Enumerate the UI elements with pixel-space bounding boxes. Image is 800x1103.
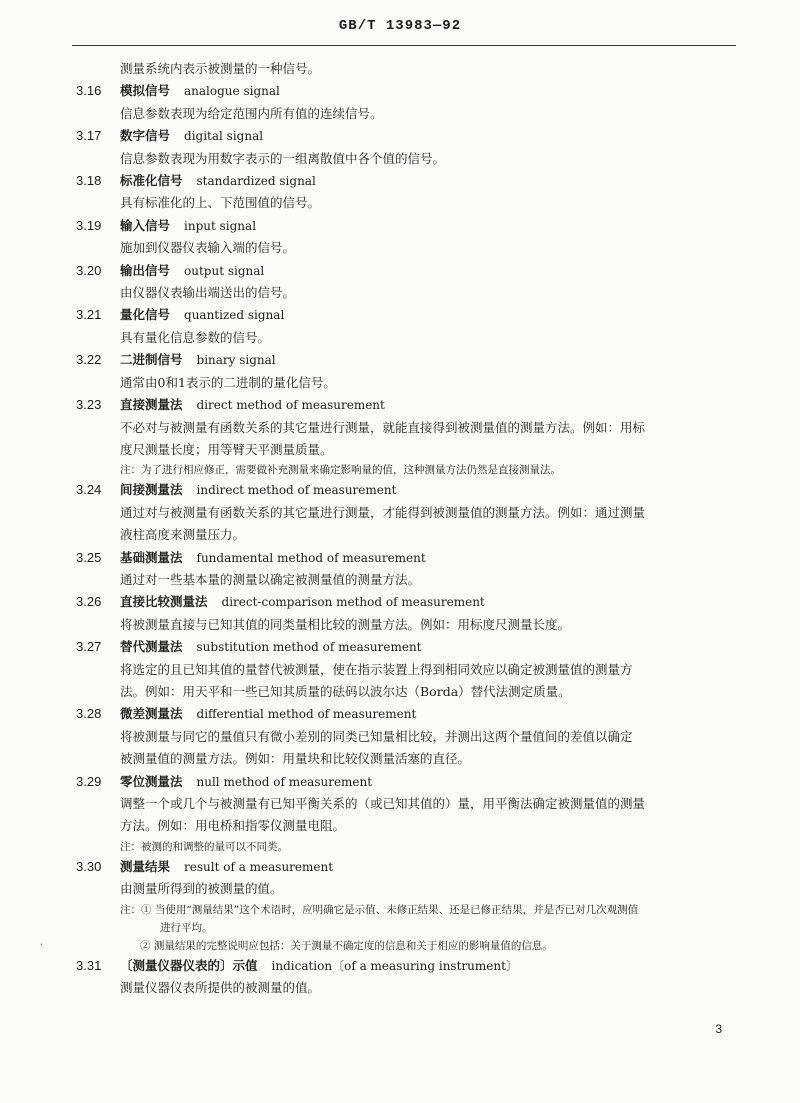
term-heading	[76, 636, 736, 658]
term-chinese: 直接比较测量法	[120, 594, 208, 610]
term-heading	[76, 547, 736, 569]
result-note-1: 注：① 当使用“测量结果”这个术语时，应明确它是示值、未修正结果、还是已修正结果，并是否已对几次观测值	[120, 903, 639, 916]
term-definition: 调整一个或几个与被测量有已知平衡关系的（或已知其值的）量，用平衡法确定被测量值的测量	[120, 796, 646, 811]
term-definition: 度尺测量长度；用等臂天平测量质量。	[120, 441, 333, 457]
term-definition: 不必对与被测量有函数关系的其它量进行测量，就能直接得到被测量值的测量方法。例如：用标	[120, 419, 646, 435]
term-heading	[76, 304, 736, 326]
term-definition: 通过对与被测量有函数关系的其它量进行测量，才能得到被测量值的测量方法。例如：通过测量	[120, 504, 646, 520]
term-chinese: 二进制信号	[120, 352, 183, 368]
term-heading	[76, 215, 736, 237]
term-definition: 施加到仪器仪表输入端的信号。	[120, 240, 296, 256]
term-english: fundamental method of measurement	[196, 550, 426, 565]
term-number: 3.18	[76, 173, 102, 189]
term-heading	[76, 80, 736, 102]
term-definition: 液柱高度来测量压力。	[120, 527, 246, 543]
term-english: differential method of measurement	[196, 707, 417, 722]
term-number: 3.31	[76, 957, 102, 973]
term-chinese: 替代测量法	[120, 639, 183, 655]
term-definition: 具有量化信息参数的信号。	[120, 329, 271, 345]
margin-mark: ·	[40, 940, 44, 951]
term-number: 3.17	[76, 128, 102, 144]
term-number: 3.28	[76, 706, 102, 722]
term-note: 注：被测的和调整的量可以不同类。	[120, 840, 288, 853]
term-chinese: 模拟信号	[120, 83, 171, 99]
term-definition: 被测量值的测量方法。例如：用量块和比较仪测量活塞的直径。	[120, 751, 471, 767]
term-chinese: 标准化信号	[120, 173, 183, 189]
term-number: 3.29	[76, 773, 102, 789]
term-chinese: 测量结果	[120, 858, 171, 874]
result-note-2: ② 测量结果的完整说明应包括：关于测量不确定度的信息和关于相应的影响量值的信息。	[140, 939, 553, 952]
term-heading	[76, 125, 736, 147]
term-english: digital signal	[184, 129, 264, 144]
document-header: GB/T 13983—92	[338, 18, 462, 34]
term-chinese: 基础测量法	[120, 549, 183, 565]
term-definition: 将被测量直接与已知其值的同类量相比较的测量方法。例如：用标度尺测量长度。	[120, 616, 571, 632]
term-english: direct-comparison method of measurement	[221, 595, 485, 610]
term-number: 3.26	[76, 594, 102, 610]
term-number: 3.22	[76, 352, 102, 368]
term-heading	[76, 703, 736, 725]
term-number: 3.25	[76, 549, 102, 565]
term-definition: 由仪器仪表输出端送出的信号。	[120, 285, 296, 301]
term-heading	[76, 394, 736, 416]
term-definition: 将被测量与同它的量值只有微小差别的同类已知量相比较，并测出这两个量值间的差值以确定	[120, 728, 633, 744]
term-chinese: 直接测量法	[120, 397, 183, 413]
term-chinese: 输入信号	[120, 217, 171, 233]
term-definition: 具有标准化的上、下范围值的信号。	[120, 195, 321, 211]
term-number: 3.23	[76, 397, 102, 413]
term-definition: 通过对一些基本量的测量以确定被测量值的测量方法。	[120, 571, 421, 587]
term-chinese: 输出信号	[120, 262, 171, 278]
term-chinese: 量化信号	[120, 307, 171, 323]
term-english: binary signal	[196, 353, 276, 368]
term-definition: 信息参数表现为用数字表示的一组离散值中各个值的信号。	[120, 150, 446, 166]
term-number: 3.27	[76, 639, 102, 655]
term-english: result of a measurement	[184, 859, 334, 874]
term-definition: 通常由0和1表示的二进制的量化信号。	[120, 374, 336, 390]
term-definition: 方法。例如：用电桥和指零仪测量电阻。	[120, 818, 346, 834]
term-chinese: 〔测量仪器仪表的〕示值	[120, 957, 258, 973]
term-number: 3.30	[76, 858, 102, 874]
term-heading	[76, 170, 736, 192]
term-heading	[76, 591, 736, 613]
term-heading	[76, 771, 736, 793]
term-chinese: 间接测量法	[120, 482, 183, 498]
term-number: 3.19	[76, 217, 102, 233]
term-english: indirect method of measurement	[196, 483, 397, 498]
term-definition: 信息参数表现为给定范围内所有值的连续信号。	[120, 105, 383, 121]
header-rule	[72, 45, 736, 46]
term-english: direct method of measurement	[196, 398, 385, 413]
term-number: 3.16	[76, 83, 102, 99]
term-english: analogue signal	[184, 84, 280, 99]
term-definition: 法。例如：用天平和一些已知其质量的砝码以波尔达（Borda）替代法测定质量。	[120, 683, 571, 699]
term-heading	[76, 260, 736, 282]
term-chinese: 微差测量法	[120, 706, 183, 722]
term-heading	[76, 856, 736, 878]
term-definition: 将选定的且已知其值的量替代被测量，使在指示装置上得到相同效应以确定被测量值的测量方	[120, 661, 633, 677]
document-body	[76, 58, 736, 999]
term-number: 3.24	[76, 482, 102, 498]
term-heading	[76, 349, 736, 371]
term-note: 注：为了进行相应修正，需要做补充测量来确定影响量的值，这种测量方法仍然是直接测量法。	[120, 464, 561, 477]
term-chinese: 零位测量法	[120, 773, 183, 789]
term-entries	[76, 80, 736, 999]
term-english: standardized signal	[196, 174, 316, 189]
term-english: quantized signal	[184, 308, 285, 323]
term-definition: 由测量所得到的被测量的值。	[120, 881, 283, 897]
term-english: null method of measurement	[196, 774, 373, 789]
term-english: input signal	[184, 218, 257, 233]
term-english: indication〔of a measuring instrument〕	[271, 958, 518, 973]
intro-line: 测量系统内表示被测量的一种信号。	[120, 61, 321, 76]
term-heading	[76, 479, 736, 501]
term-heading	[76, 955, 736, 977]
term-number: 3.20	[76, 262, 102, 278]
term-chinese: 数字信号	[120, 128, 171, 144]
page-number: 3	[715, 1022, 722, 1036]
term-english: output signal	[184, 263, 265, 278]
term-number: 3.21	[76, 307, 102, 323]
term-definition: 测量仪器仪表所提供的被测量的值。	[120, 980, 321, 996]
term-english: substitution method of measurement	[196, 640, 422, 655]
result-note-1-continued: 进行平均。	[160, 921, 213, 934]
